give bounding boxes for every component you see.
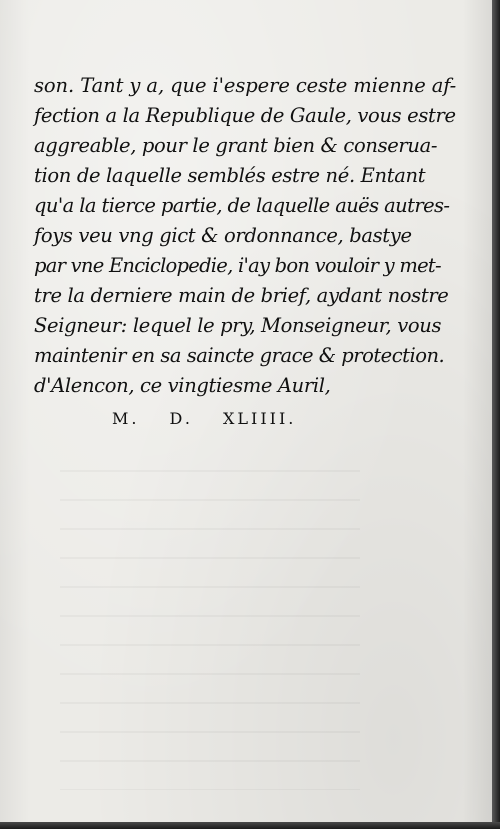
text-line: tre la derniere main de brief, aydant nostre bbox=[34, 284, 449, 307]
letter-text bbox=[34, 71, 457, 401]
text-line: qu'a la tierce partie, de laquelle auës autres- bbox=[34, 194, 450, 217]
show-through-texture bbox=[60, 470, 360, 790]
text-line: Seigneur: lequel le pry, Monseigneur, vous bbox=[34, 314, 442, 337]
text-line: d'Alencon, ce vingtiesme Auril, bbox=[34, 374, 331, 397]
date-line: M. D. XLIIII. bbox=[112, 409, 297, 428]
text-line: par vne Enciclopedie, i'ay bon vouloir y met- bbox=[34, 254, 441, 277]
page-edge-bottom bbox=[0, 822, 500, 829]
text-line: maintenir en sa saincte grace & protection. bbox=[34, 344, 445, 367]
text-line: aggreable, pour le grant bien & conserua- bbox=[34, 134, 438, 157]
text-line: fection a la Republique de Gaule, vous estre bbox=[34, 104, 456, 127]
text-line: son. Tant y a, que i'espere ceste mienne af- bbox=[34, 74, 457, 97]
text-line: tion de laquelle semblés estre né. Entant bbox=[34, 164, 426, 187]
page-edge-right bbox=[492, 0, 500, 829]
text-line: foys veu vng gict & ordonnance, bastye bbox=[34, 224, 412, 247]
